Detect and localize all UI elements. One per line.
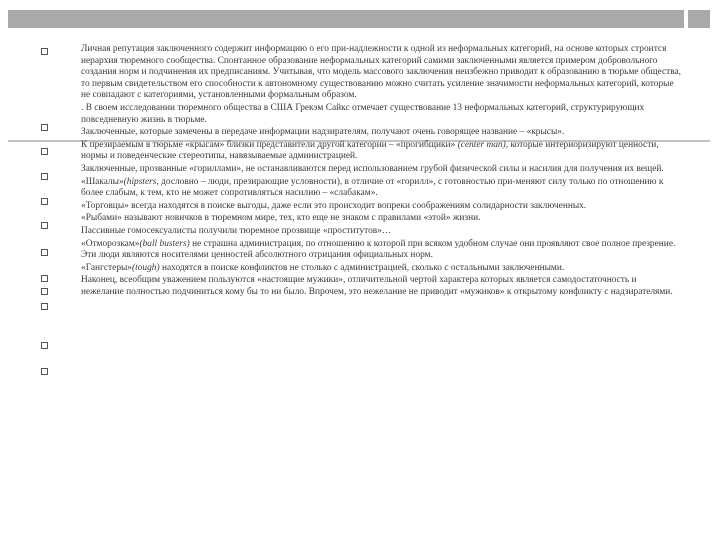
square-bullet-icon (41, 124, 48, 131)
paragraph-text: Пассивные гомосексуалисты получили тюремное прозвище «проститутов»… (81, 225, 392, 236)
paragraph (81, 44, 681, 102)
italic-term: (hipsters, (123, 176, 159, 187)
paragraph (81, 164, 681, 176)
italic-term: (center man), (457, 139, 509, 150)
paragraph-text: Заключенные, прозванные «гориллами», не останавливаются перед использованием грубой физической силы и насилия для получения их вещей. (81, 163, 664, 174)
square-bullet-icon (41, 249, 48, 256)
paragraph-text: «Рыбами» называют новичков в тюремном мире, тех, кто еще не знаком с правилами «этой» жизни. (81, 213, 481, 224)
italic-term: (tough) (132, 262, 160, 273)
paragraph (81, 140, 681, 163)
square-bullet-icon (41, 198, 48, 205)
paragraph-text: «Гангстеры» (81, 262, 132, 273)
paragraph-text: Заключенные, которые замечены в передаче информации надзирателям, получают очень говорящее название – «крысы». (81, 127, 565, 138)
header-corner-block (688, 10, 710, 28)
paragraph-text: Наконец, всеобщим уважением пользуются «настоящие мужики», отличительной чертой характера которых является самодостаточность и нежелание полностью подчиниться кому бы то ни было. Впрочем, это нежелание не приводит «мужиков» к открытому конфликту с надзирателями. (81, 275, 673, 297)
header-bar (8, 10, 684, 28)
paragraph-text: дословно – люди, презирающие условности), в отличие от «горилл», с готовностью при-меняют силу только по отношению к более слабым, к тем, кто не может сопротивляться насилию – «слабакам». (81, 176, 664, 199)
paragraph (81, 275, 681, 298)
square-bullet-icon (41, 222, 48, 229)
paragraph (81, 213, 681, 225)
square-bullet-icon (41, 148, 48, 155)
square-bullet-icon (41, 368, 48, 375)
paragraph-text: Личная репутация заключенного содержит информацию о его при-надлежности к одной из неформальных категорий, на основе которых строится иерархия тюремного сообщества. Спонтанное образование неформальных категорий самими заключенными является примером добровольного создания норм и подчинения их предписаниям. Учитывая, что модель массового заключения неизбежно приводит к образованию в тюрьме общества, то первым свидетельством его способности к автономному существованию можно считать усиление значимости неформальных категорий, которые не совпадают с категориями, установленными формальным образом. (81, 44, 682, 101)
square-bullet-icon (41, 173, 48, 180)
italic-term: (ball busters) (139, 238, 190, 249)
paragraph-text: «Торговцы» всегда находятся в поиске выгоды, даже если это происходит вопреки соображениям солидарности заключенных. (81, 200, 587, 211)
square-bullet-icon (41, 288, 48, 295)
paragraph (81, 239, 681, 262)
paragraph (81, 127, 681, 139)
bullet-column (0, 0, 60, 540)
paragraph-text: находятся в поиске конфликтов не столько с администрацией, сколько с остальными заключенными. (159, 262, 565, 273)
paragraph-text: . В своем исследовании тюремного общества в США Грекэм Сайкс отмечает существование 13 неформальных категорий, структурирующих повседневную жизнь в тюрьме. (81, 102, 645, 125)
square-bullet-icon (41, 303, 48, 310)
paragraph-text: «Шакалы» (81, 176, 124, 187)
paragraph (81, 263, 681, 275)
paragraph-text: К презираемым в тюрьме «крысам» близки представители другой категории – «прогибщики» (81, 139, 458, 150)
body-text (81, 44, 681, 298)
paragraph (81, 201, 681, 213)
square-bullet-icon (41, 342, 48, 349)
paragraph (81, 226, 681, 238)
paragraph-text: которые интериоризируют ценности, нормы и поведенческие стереотипы, навязываемые администрацией. (81, 139, 659, 162)
paragraph (81, 103, 681, 126)
square-bullet-icon (41, 48, 48, 55)
paragraph-text: «Отморозкам» (81, 238, 140, 249)
square-bullet-icon (41, 275, 48, 282)
paragraph (81, 177, 681, 200)
paragraph-text: не страшна администрация, по отношению к которой при всяком удобном случае они проявляют свое полное презрение. Эти люди являются носителями ценностей абсолютного отрицания официальных норм. (81, 238, 676, 261)
